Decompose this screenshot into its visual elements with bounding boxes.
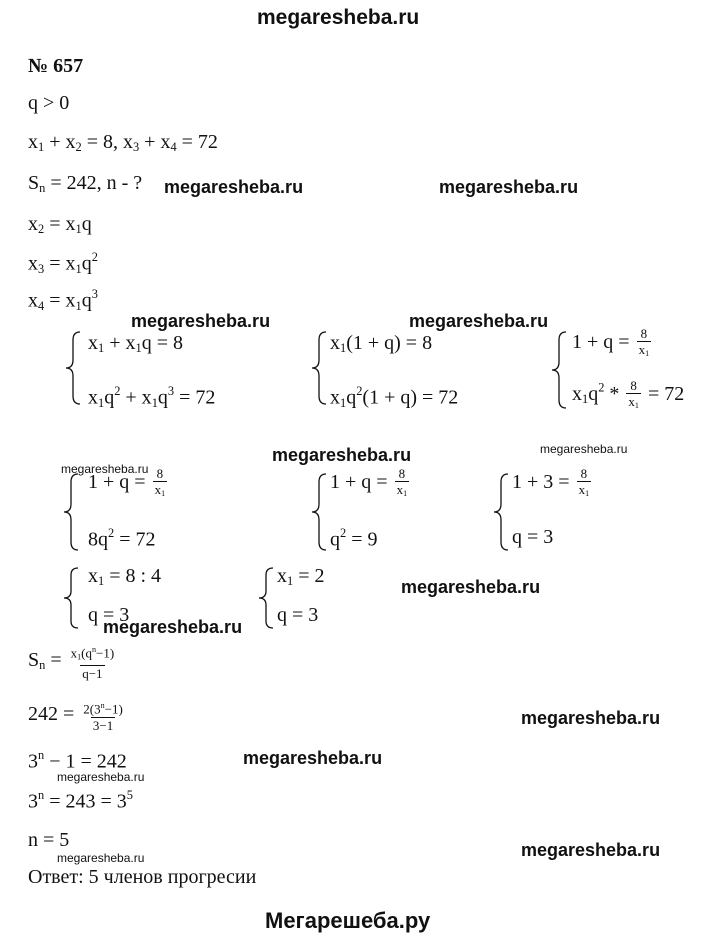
answer: Ответ: 5 членов прогресии	[28, 866, 257, 888]
system7-line2: q = 3	[88, 604, 130, 626]
watermark: megaresheba.ru	[243, 748, 383, 768]
watermark: megaresheba.ru	[409, 311, 549, 331]
formula-x2: $x_2 = x_1q$	[28, 213, 92, 237]
system2-line2: $x_1q^2(1 + q) = 72$	[330, 384, 459, 410]
system-brace	[310, 330, 328, 406]
watermark: megaresheba.ru	[272, 445, 412, 465]
watermark: megaresheba.ru	[131, 311, 271, 331]
watermark: megaresheba.ru	[57, 851, 145, 865]
watermark: megaresheba.ru	[103, 617, 243, 637]
watermark: megaresheba.ru	[164, 177, 304, 197]
system-brace	[257, 566, 275, 630]
system-brace	[62, 472, 80, 552]
system-brace	[310, 472, 328, 552]
system2-line1: $x_1(1 + q) = 8$	[330, 332, 433, 356]
substitution: 242 = $\frac{2(3^n-1)}{3-1}$	[28, 701, 123, 733]
system-brace	[550, 330, 568, 410]
watermark: megaresheba.ru	[439, 177, 579, 197]
header-site: megaresheba.ru	[257, 6, 420, 29]
watermark: megaresheba.ru	[401, 577, 541, 597]
system5-line1: 1 + q = $\frac{8}{x_1}$	[330, 466, 411, 501]
system4-line2: $8q^2 = 72$	[88, 526, 156, 551]
formula-x4: $x_4 = x_1q^3$	[28, 287, 98, 313]
system8-line1: $x_1 = 2$	[277, 565, 325, 589]
condition-sums: $x_1 + x_2 = 8$, $x_3 + x_4 = 72$	[28, 131, 218, 155]
system-brace	[64, 330, 82, 406]
problem-number: № 657	[28, 55, 84, 77]
watermark: megaresheba.ru	[521, 708, 661, 728]
watermark: megaresheba.ru	[540, 442, 628, 456]
watermark: megaresheba.ru	[57, 770, 145, 784]
system7-line1: $x_1 = 8$ : 4	[88, 565, 162, 589]
footer-site: Мегарешеба.ру	[265, 908, 431, 933]
equation-3n-243: $3^n = 243 = 3^5$	[28, 788, 133, 813]
system5-line2: $q^2 = 9$	[330, 526, 378, 551]
system-brace	[62, 566, 80, 630]
system-brace	[492, 472, 510, 552]
system1-line1: $x_1 + x_1q = 8$	[88, 332, 183, 356]
condition-q: q > 0	[28, 92, 70, 114]
system6-line2: q = 3	[512, 526, 554, 548]
result-n: n = 5	[28, 829, 70, 851]
system1-line2: $x_1q^2 + x_1q^3 = 72$	[88, 384, 216, 410]
sum-formula: $S_n$ = $\frac{x_1(q^n-1)}{q-1}$	[28, 645, 115, 681]
condition-sn: $S_n = 242$, n - ?	[28, 172, 143, 196]
formula-x3: $x_3 = x_1q^2$	[28, 250, 98, 276]
equation-3n-minus-1: $3^n - 1 = 242$	[28, 748, 127, 773]
system3-line2: $x_1q^2$ * $\frac{8}{x_1}$ = 72	[572, 378, 684, 413]
system3-line1: 1 + q = $\frac{8}{x_1}$	[572, 326, 653, 361]
watermark: megaresheba.ru	[61, 462, 149, 476]
system4-line1: 1 + q = $\frac{8}{x_1}$	[88, 466, 169, 501]
system6-line1: 1 + 3 = $\frac{8}{x_1}$	[512, 466, 593, 501]
watermark: megaresheba.ru	[521, 840, 661, 860]
system8-line2: q = 3	[277, 604, 319, 626]
